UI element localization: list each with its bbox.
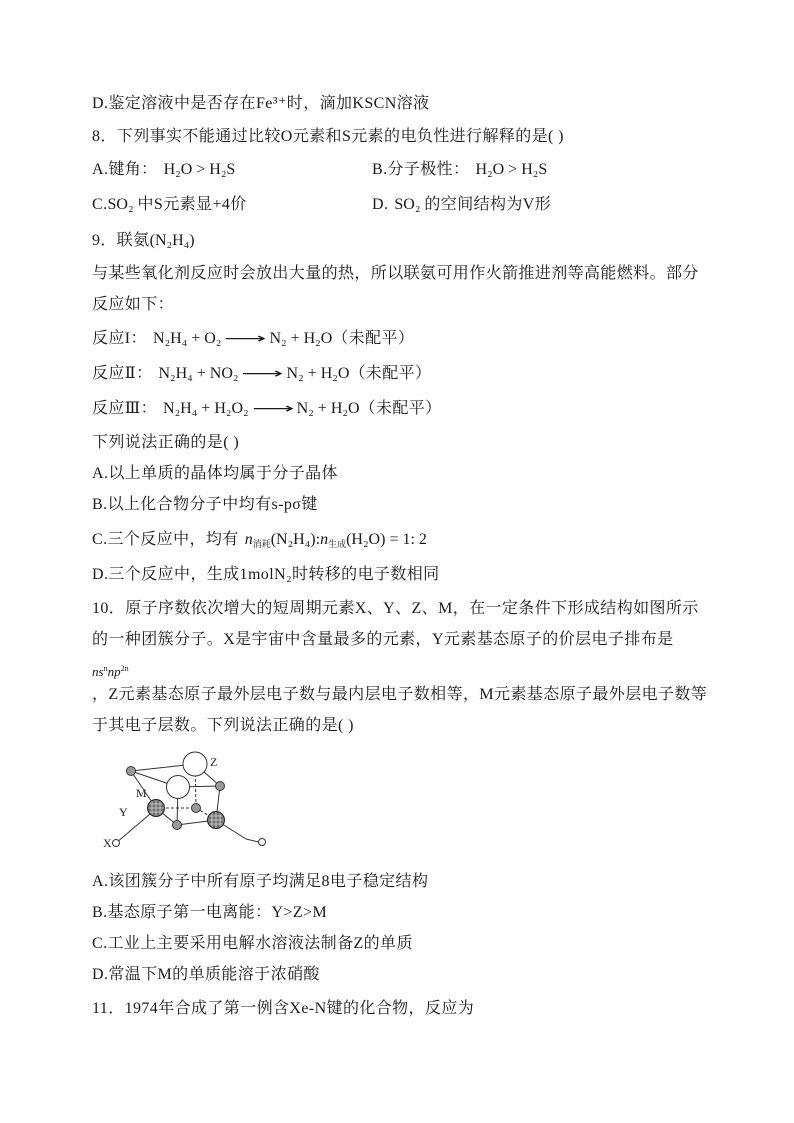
- q10-stem-line: ，Z元素基态原子最外层电子数与最内层电子数相等，M元素基态原子最外层电子数等: [92, 686, 708, 703]
- y-atom: [127, 767, 136, 776]
- y-atom: [192, 804, 201, 813]
- m-atom: [208, 812, 225, 829]
- reaction-3: [92, 398, 442, 420]
- option-text: 的空间结构为V形: [424, 196, 552, 213]
- amount-symbol: n: [244, 531, 253, 548]
- q9-option-a: A.以上单质的晶体均属于分子晶体: [92, 465, 338, 482]
- formula: H₂O > H₂S: [163, 161, 236, 178]
- q10-stem-line: 的一种团簇分子。X是宇宙中含量最多的元素，Y元素基态原子的价层电子排布是: [92, 631, 674, 648]
- formula: (N₂H₄):: [270, 531, 321, 548]
- formula: H₂O > H₂S: [475, 161, 548, 178]
- formula: (H₂O) = 1: 2: [346, 531, 427, 548]
- x-atom: [259, 839, 266, 846]
- q10-option-b: B.基态原子第一电离能：Y>Z>M: [92, 904, 328, 921]
- q9-stem-line: 与某些氧化剂反应时会放出大量的热，所以联氨可用作火箭推进剂等高能燃料。部分: [92, 265, 699, 282]
- reaction-arrow-icon: ⟶: [241, 366, 284, 382]
- amount-symbol: n: [320, 531, 329, 548]
- q11-stem: 11．1974年合成了第一例含Xe-N键的化合物，反应为: [92, 1000, 475, 1017]
- q9-stem-line: 反应如下：: [92, 296, 175, 313]
- reaction-label: 反应I：: [92, 330, 147, 347]
- reaction-note: （未配平）: [332, 330, 415, 347]
- config-p-exponent: 2n: [120, 664, 129, 673]
- bond: [246, 839, 259, 842]
- electron-configuration: [92, 660, 129, 678]
- reaction-label: 反应Ⅱ：: [92, 365, 153, 382]
- amount-subscript: 生成: [328, 539, 347, 549]
- products: N₂ + H₂O: [269, 330, 333, 347]
- formula: SO₂: [107, 196, 134, 213]
- q10-stem-line: 10．原子序数依次增大的短周期元素X、Y、Z、M，在一定条件下形成结构如图所示: [92, 600, 699, 617]
- q8-option-d: [372, 194, 551, 216]
- option-label: C.: [92, 196, 108, 213]
- q9-option-d: D.三个反应中，生成1molN₂时转移的电子数相同: [92, 566, 440, 583]
- config-p: np: [107, 664, 121, 679]
- reactants: N₂H₄ + NO₂: [158, 365, 239, 382]
- q9-question: 下列说法正确的是( ): [92, 434, 240, 451]
- q9-stem-title: [92, 230, 195, 252]
- label-m: M: [136, 786, 147, 800]
- products: N₂ + H₂O: [296, 400, 360, 417]
- q10-option-d: D.常温下M的单质能溶于浓硝酸: [92, 966, 320, 983]
- option-label: D.: [372, 196, 389, 213]
- formula: SO₂: [394, 196, 421, 213]
- q8-stem: 8．下列事实不能通过比较O元素和S元素的电负性进行解释的是( ): [92, 128, 564, 145]
- reaction-arrow-icon: ⟶: [251, 401, 294, 417]
- reaction-label: 反应Ⅲ：: [92, 400, 158, 417]
- label-x: X: [103, 836, 112, 850]
- option-text: C.三个反应中，均有: [92, 531, 239, 548]
- option-label: A.键角：: [92, 161, 158, 178]
- q10-option-c: C.工业上主要采用电解水溶液法制备Z的单质: [92, 935, 413, 952]
- option-label: B.分子极性：: [372, 161, 470, 178]
- cluster-molecule-figure: [100, 748, 270, 853]
- y-atom: [173, 821, 182, 830]
- reaction-2: [92, 363, 431, 385]
- label-z: Z: [210, 755, 218, 769]
- reactants: N₂H₄ + H₂O₂: [163, 400, 249, 417]
- config-s: ns: [92, 664, 104, 679]
- formula: (N₂H₄): [149, 232, 195, 249]
- m-atom: [148, 800, 165, 817]
- reaction-1: [92, 328, 414, 350]
- reaction-note: （未配平）: [349, 365, 432, 382]
- z-atom: [167, 776, 190, 799]
- q8-option-c: [92, 194, 247, 216]
- reactants: N₂H₄ + O₂: [152, 330, 222, 347]
- label-y: Y: [119, 805, 128, 819]
- cube-bonds: [116, 764, 259, 843]
- q10-option-a: A.该团簇分子中所有原子均满足8电子稳定结构: [92, 873, 429, 890]
- option-text: 中S元素显+4价: [137, 196, 247, 213]
- z-atom: [183, 752, 207, 776]
- question-number-text: 9．联氨: [92, 232, 150, 249]
- reaction-note: （未配平）: [359, 400, 442, 417]
- q8-option-b: [372, 159, 547, 181]
- products: N₂ + H₂O: [286, 365, 350, 382]
- q10-stem-line: 于其电子层数。下列说法正确的是( ): [92, 717, 354, 734]
- q8-option-a: [92, 159, 235, 181]
- amount-subscript: 消耗: [252, 539, 271, 549]
- x-atom: [113, 840, 120, 847]
- q9-option-b: B.以上化合物分子中均有s-pσ键: [92, 496, 318, 513]
- config-s-exponent: n: [103, 664, 108, 673]
- q7-option-d: D.鉴定溶液中是否存在Fe³⁺时，滴加KSCN溶液: [92, 95, 430, 112]
- q9-option-c: [92, 529, 427, 551]
- reaction-arrow-icon: ⟶: [224, 331, 267, 347]
- y-atom: [216, 782, 225, 791]
